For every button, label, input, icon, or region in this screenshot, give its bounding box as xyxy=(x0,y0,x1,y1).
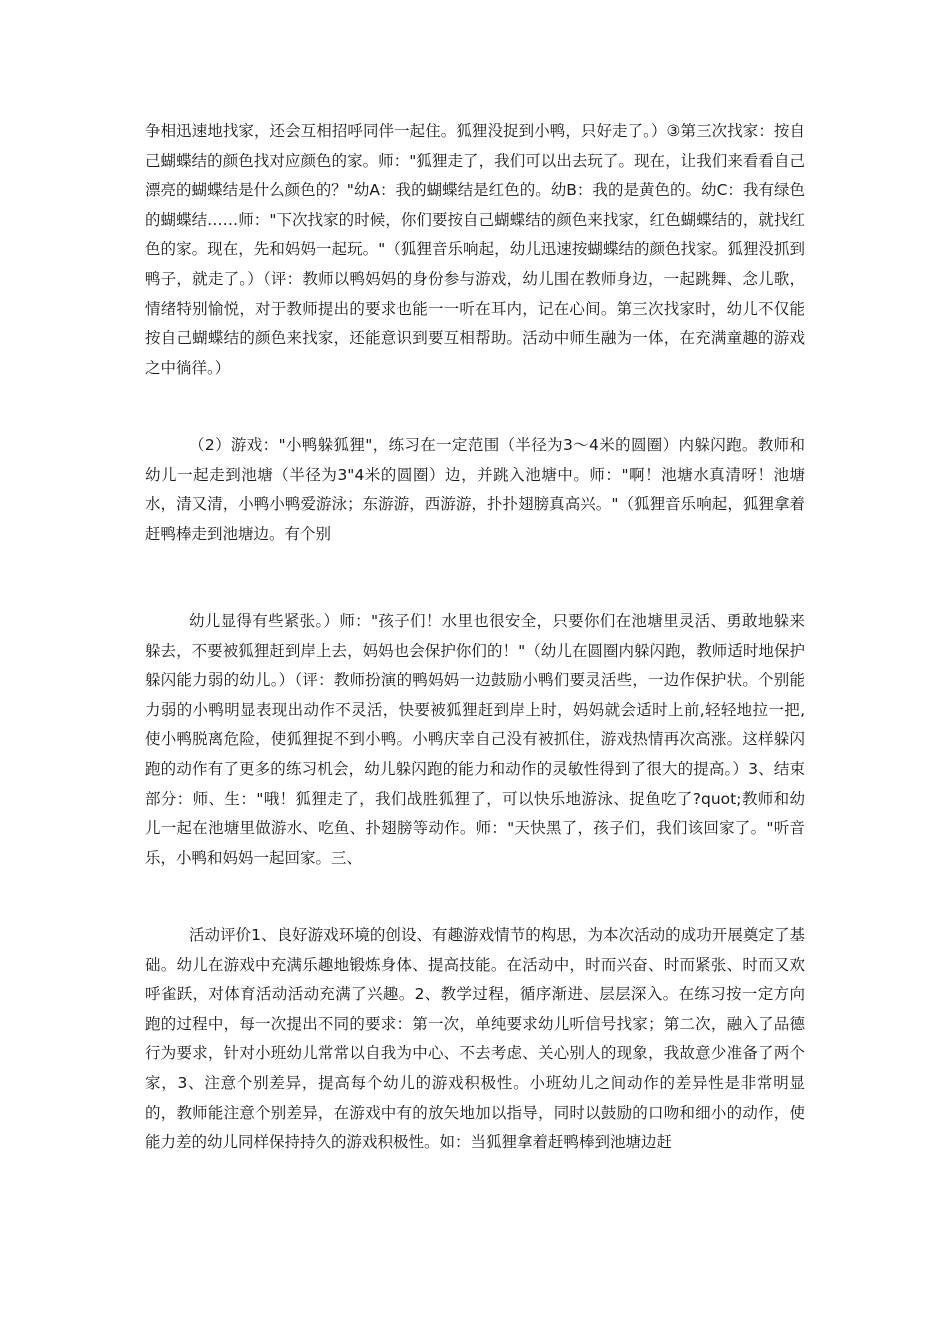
paragraph-activity-review: 活动评价1、良好游戏环境的创设、有趣游戏情节的构思，为本次活动的成功开展奠定了基础。幼儿在游戏中充满乐趣地锻炼身体、提高技能。在活动中，时而兴奋、时而紧张、时而又欢呼雀跃，对体育活动活动充满了兴趣。2、教学过程，循序渐进、层层深入。在练习按一定方向跑的过程中，每一次提出不同的要求：第一次，单纯要求幼儿听信号找家；第二次，融入了品德行为要求，针对小班幼儿常常以自我为中心、不去考虑、关心别人的现象，我故意少准备了两个家，3、注意个别差异，提高每个幼儿的游戏积极性。小班幼儿之间动作的差异性是非常明显的，教师能注意个别差异，在游戏中有的放矢地加以指导，同时以鼓励的口吻和细小的动作，使能力差的幼儿同样保持持久的游戏积极性。如：当狐狸拿着赶鸭棒到池塘边赶 xyxy=(145,926,805,1152)
paragraph-game-evaluation: 幼儿显得有些紧张。）师："孩子们！水里也很安全，只要你们在池塘里灵活、勇敢地躲来躲去，不要被狐狸赶到岸上去，妈妈也会保护你们的！"（幼儿在圆圈内躲闪跑，教师适时地保护躲闪能力弱的幼儿。）（评：教师扮演的鸭妈妈一边鼓励小鸭们要灵活些，一边作保护状。个别能力弱的小鸭明显表现出动作不灵活，快要被狐狸赶到岸上时，妈妈就会适时上前,轻轻地拉一把,使小鸭脱离危险，使狐狸捉不到小鸭。小鸭庆幸自己没有被抓住，游戏热情再次高涨。这样躲闪跑的动作有了更多的练习机会，幼儿躲闪跑的能力和动作的灵敏性得到了很大的提高。）3、结束部分：师、生："哦！狐狸走了，我们战胜狐狸了，可以快乐地游泳、捉鱼吃了?quot;教师和幼儿一起在池塘里做游水、吃鱼、扑翅膀等动作。师："天快黑了，孩子们，我们该回家了。"听音乐，小鸭和妈妈一起回家。三、 xyxy=(145,612,805,867)
paragraph-third-search: 争相迅速地找家，还会互相招呼同伴一起住。狐狸没捉到小鸭，只好走了。）③第三次找家：按自己蝴蝶结的颜色找对应颜色的家。师："狐狸走了，我们可以出去玩了。现在，让我们来看看自己漂亮的蝴蝶结是什么颜色的？"幼A：我的蝴蝶结是红色的。幼B：我的是黄色的。幼C：我有绿色的蝴蝶结……师："下次找家的时候，你们要按自己蝴蝶结的颜色来找家，红色蝴蝶结的，就找红色的家。现在，先和妈妈一起玩。"（狐狸音乐响起，幼儿迅速按蝴蝶结的颜色找家。狐狸没抓到鸭子，就走了。）（评：教师以鸭妈妈的身份参与游戏，幼儿围在教师身边，一起跳舞、念儿歌，情绪特别愉悦，对于教师提出的要求也能一一听在耳内，记在心间。第三次找家时，幼儿不仅能按自己蝴蝶结的颜色来找家，还能意识到要互相帮助。活动中师生融为一体，在充满童趣的游戏之中徜徉。） xyxy=(145,122,805,377)
paragraph-duck-game: （2）游戏："小鸭躲狐狸"，练习在一定范围（半径为3～4米的圆圈）内躲闪跑。教师和幼儿一起走到池塘（半径为3"4米的圆圈）边，并跳入池塘中。师："啊！池塘水真清呀！池塘水，清又清，小鸭小鸭爱游泳；东游游，西游游，扑扑翅膀真高兴。"（狐狸音乐响起，狐狸拿着赶鸭棒走到池塘边。有个别 xyxy=(145,436,805,543)
